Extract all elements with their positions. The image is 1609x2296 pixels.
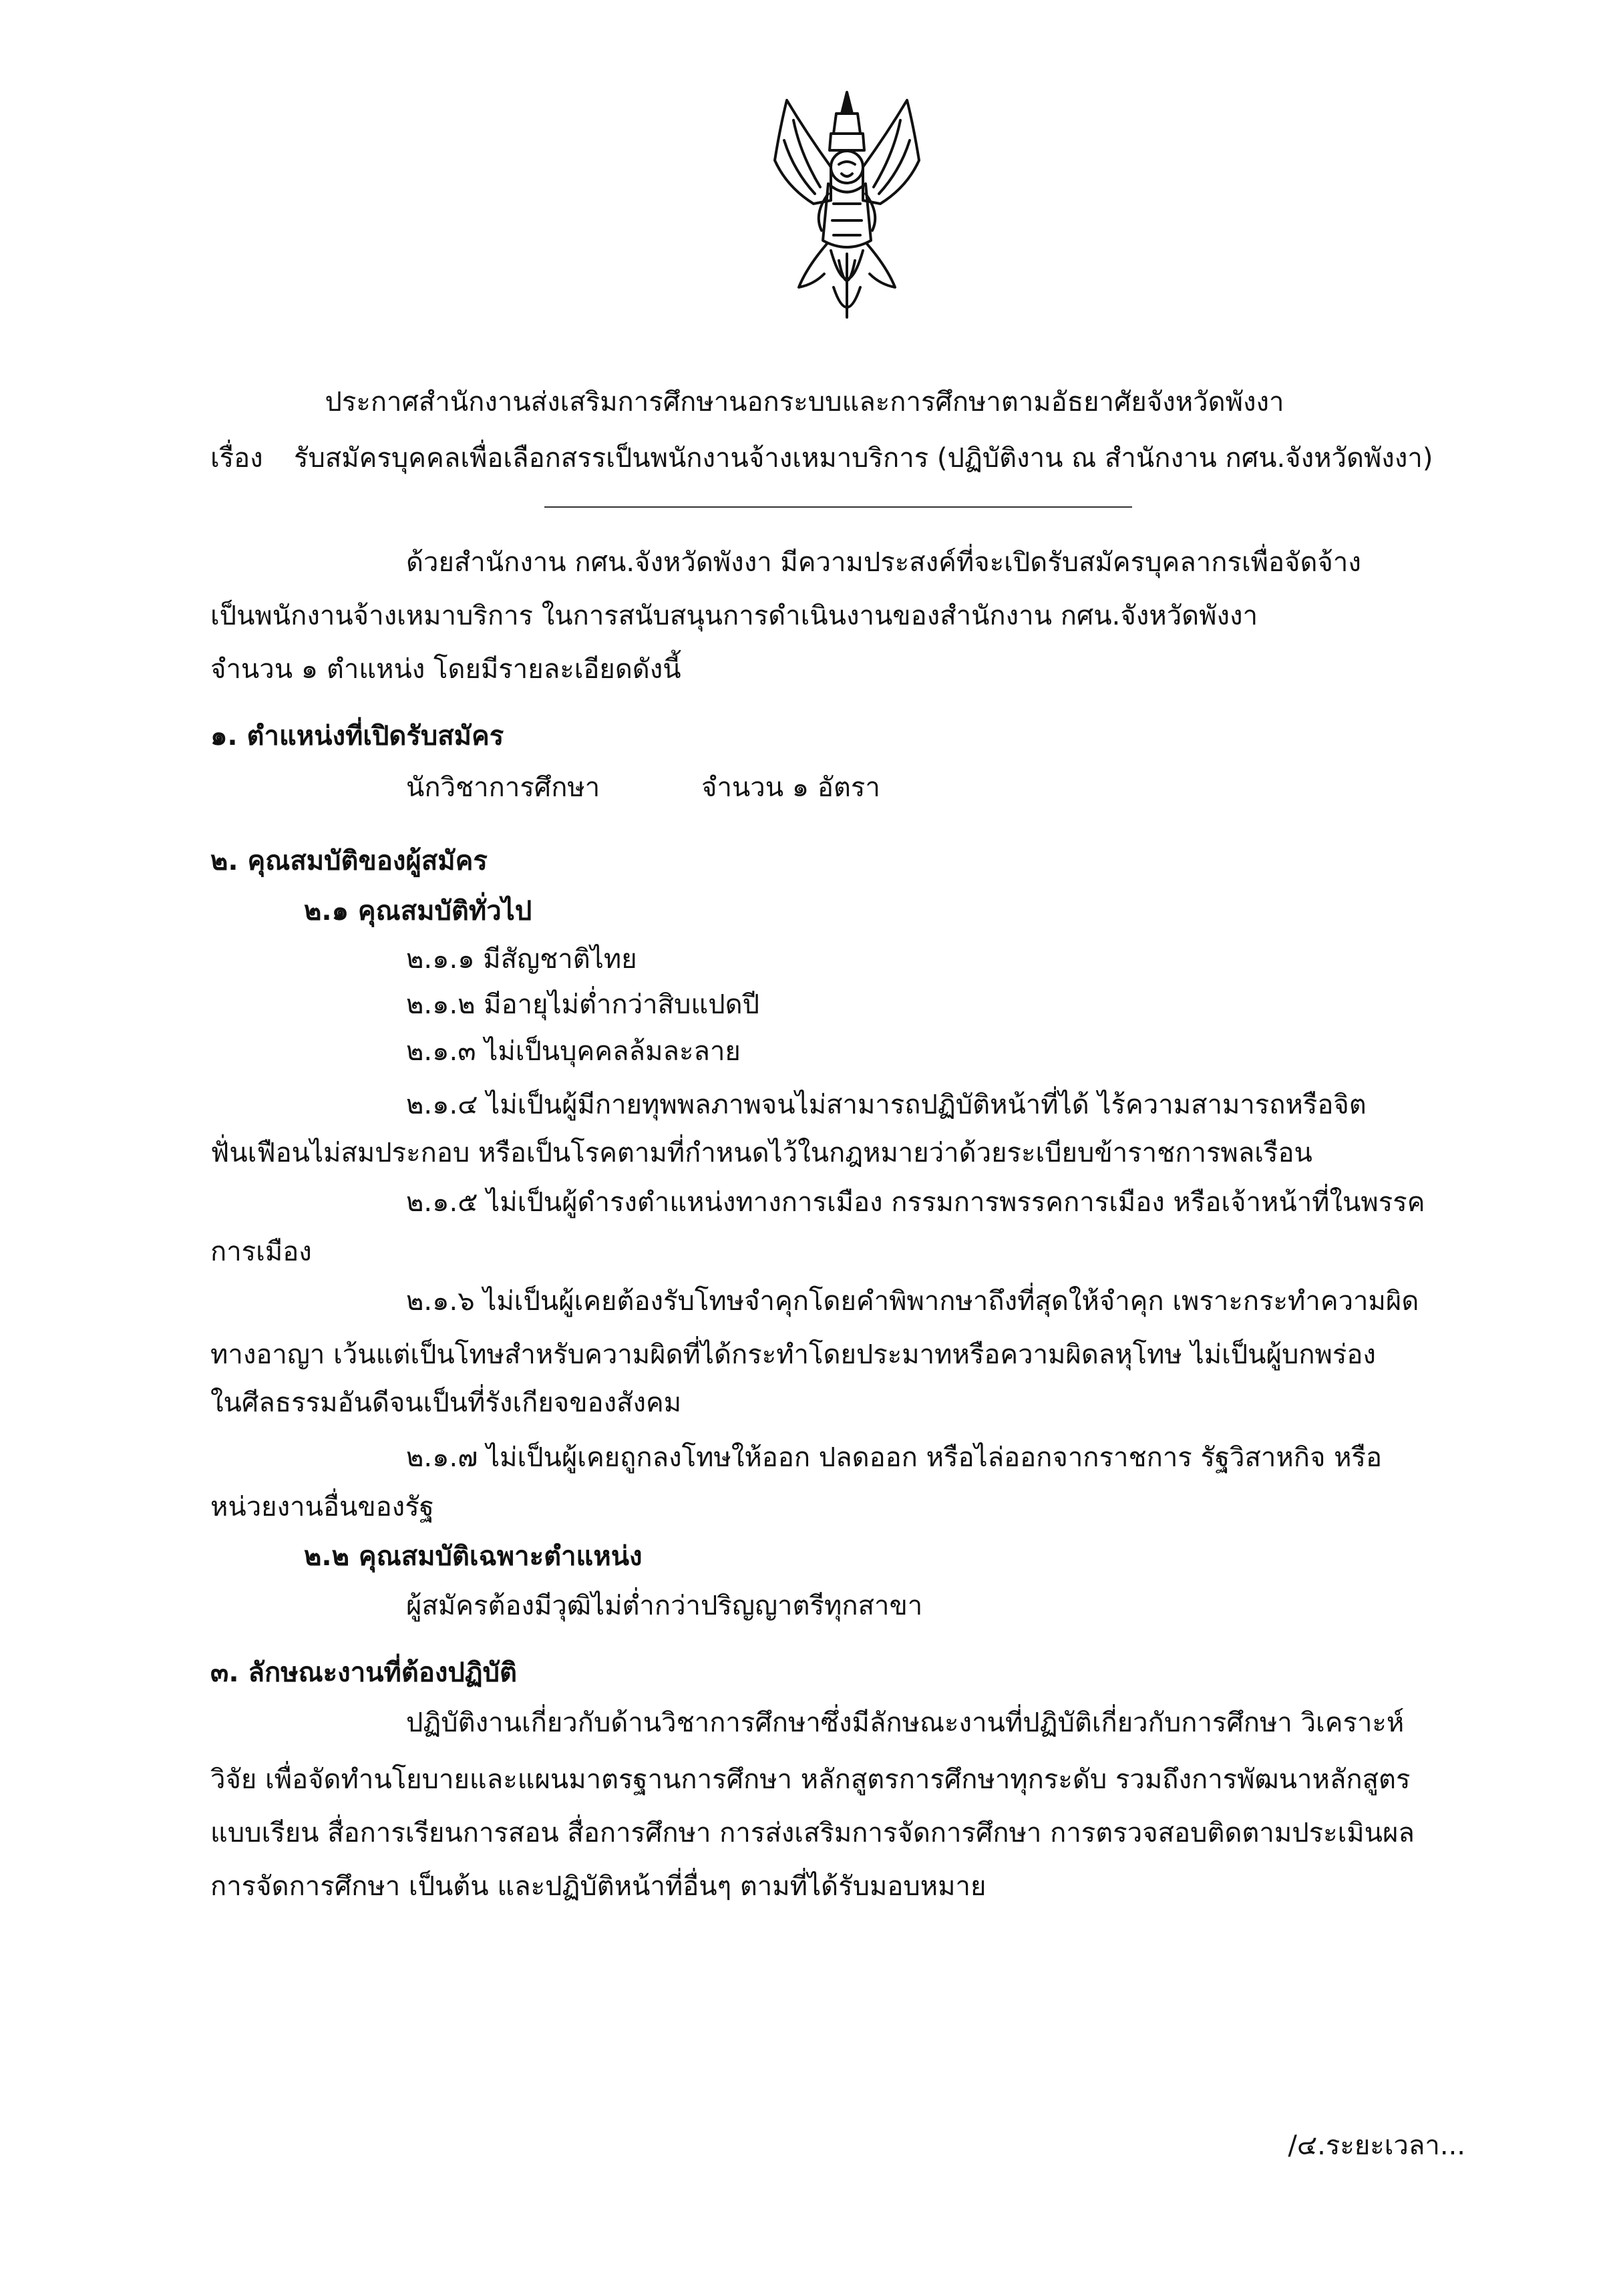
qualification-item: ๒.๑.๓ ไม่เป็นบุคคลล้มละลาย bbox=[406, 1036, 741, 1067]
qualification-item-continued: ฟั่นเฟือนไม่สมประกอบ หรือเป็นโรคตามที่กำหนดไว้ในกฎหมายว่าด้วยระเบียบข้าราชการพลเรือน bbox=[210, 1138, 1312, 1168]
qualification-item-continued: ทางอาญา เว้นแต่เป็นโทษสำหรับความผิดที่ได้กระทำโดยประมาทหรือความผิดลหุโทษ ไม่เป็นผู้บกพร่อง bbox=[210, 1339, 1376, 1370]
qualification-item: ๒.๑.๕ ไม่เป็นผู้ดำรงตำแหน่งทางการเมือง กรรมการพรรคการเมือง หรือเจ้าหน้าที่ในพรรค bbox=[406, 1187, 1425, 1218]
position-count: จำนวน ๑ อัตรา bbox=[701, 772, 880, 803]
job-description-line: การจัดการศึกษา เป็นต้น และปฏิบัติหน้าที่อื่นๆ ตามที่ได้รับมอบหมาย bbox=[210, 1871, 987, 1902]
specific-qualifications-heading: ๒.๒ คุณสมบัติเฉพาะตำแหน่ง bbox=[304, 1541, 643, 1572]
page-continuation: /๔.ระยะเวลา... bbox=[1288, 2130, 1465, 2161]
section-2-heading: ๒. คุณสมบัติของผู้สมัคร bbox=[210, 846, 488, 876]
qualification-item: ๒.๑.๖ ไม่เป็นผู้เคยต้องรับโทษจำคุกโดยคำพิพากษาถึงที่สุดให้จำคุก เพราะกระทำความผิด bbox=[406, 1286, 1419, 1317]
qualification-item-continued: ในศีลธรรมอันดีจนเป็นที่รังเกียจของสังคม bbox=[210, 1387, 682, 1418]
job-description-line: วิจัย เพื่อจัดทำนโยบายและแผนมาตรฐานการศึกษา หลักสูตรการศึกษาทุกระดับ รวมถึงการพัฒนาหลักสูตร bbox=[210, 1764, 1411, 1795]
section-3-heading: ๓. ลักษณะงานที่ต้องปฏิบัติ bbox=[210, 1657, 518, 1688]
intro-line: เป็นพนักงานจ้างเหมาบริการ ในการสนับสนุนการดำเนินงานของสำนักงาน กศน.จังหวัดพังงา bbox=[210, 601, 1258, 631]
qualification-item: ๒.๑.๗ ไม่เป็นผู้เคยถูกลงโทษให้ออก ปลดออก หรือไล่ออกจากราชการ รัฐวิสาหกิจ หรือ bbox=[406, 1442, 1382, 1473]
specific-qualifications-text: ผู้สมัครต้องมีวุฒิไม่ต่ำกว่าปริญญาตรีทุกสาขา bbox=[406, 1591, 923, 1621]
intro-line: จำนวน ๑ ตำแหน่ง โดยมีรายละเอียดดังนี้ bbox=[210, 654, 681, 685]
job-description-line: ปฏิบัติงานเกี่ยวกับด้านวิชาการศึกษาซึ่งมีลักษณะงานที่ปฏิบัติเกี่ยวกับการศึกษา วิเคราะห์ bbox=[406, 1707, 1405, 1738]
subject-label: เรื่อง bbox=[210, 443, 263, 474]
job-description-line: แบบเรียน สื่อการเรียนการสอน สื่อการศึกษา การส่งเสริมการจัดการศึกษา การตรวจสอบติดตามประเมินผล bbox=[210, 1818, 1415, 1848]
general-qualifications-heading: ๒.๑ คุณสมบัติทั่วไป bbox=[304, 896, 532, 927]
qualification-item: ๒.๑.๔ ไม่เป็นผู้มีกายทุพพลภาพจนไม่สามารถปฏิบัติหน้าที่ได้ ไร้ความสามารถหรือจิต bbox=[406, 1090, 1367, 1120]
intro-line: ด้วยสำนักงาน กศน.จังหวัดพังงา มีความประสงค์ที่จะเปิดรับสมัครบุคลากรเพื่อจัดจ้าง bbox=[406, 547, 1361, 578]
qualification-item-continued: การเมือง bbox=[210, 1237, 312, 1267]
section-1-heading: ๑. ตำแหน่งที่เปิดรับสมัคร bbox=[210, 721, 504, 752]
garuda-emblem-icon bbox=[767, 87, 927, 334]
qualification-item: ๒.๑.๑ มีสัญชาติไทย bbox=[406, 944, 637, 975]
header-divider bbox=[544, 506, 1132, 508]
subject-text: รับสมัครบุคคลเพื่อเลือกสรรเป็นพนักงานจ้างเหมาบริการ (ปฏิบัติงาน ณ สำนักงาน กศน.จังหวัดพังงา) bbox=[294, 443, 1433, 474]
announcement-title: ประกาศสำนักงานส่งเสริมการศึกษานอกระบบและการศึกษาตามอัธยาศัยจังหวัดพังงา bbox=[325, 387, 1284, 418]
qualification-item: ๒.๑.๒ มีอายุไม่ต่ำกว่าสิบแปดปี bbox=[406, 989, 759, 1020]
qualification-item-continued: หน่วยงานอื่นของรัฐ bbox=[210, 1492, 434, 1522]
position-name: นักวิชาการศึกษา bbox=[406, 772, 600, 803]
